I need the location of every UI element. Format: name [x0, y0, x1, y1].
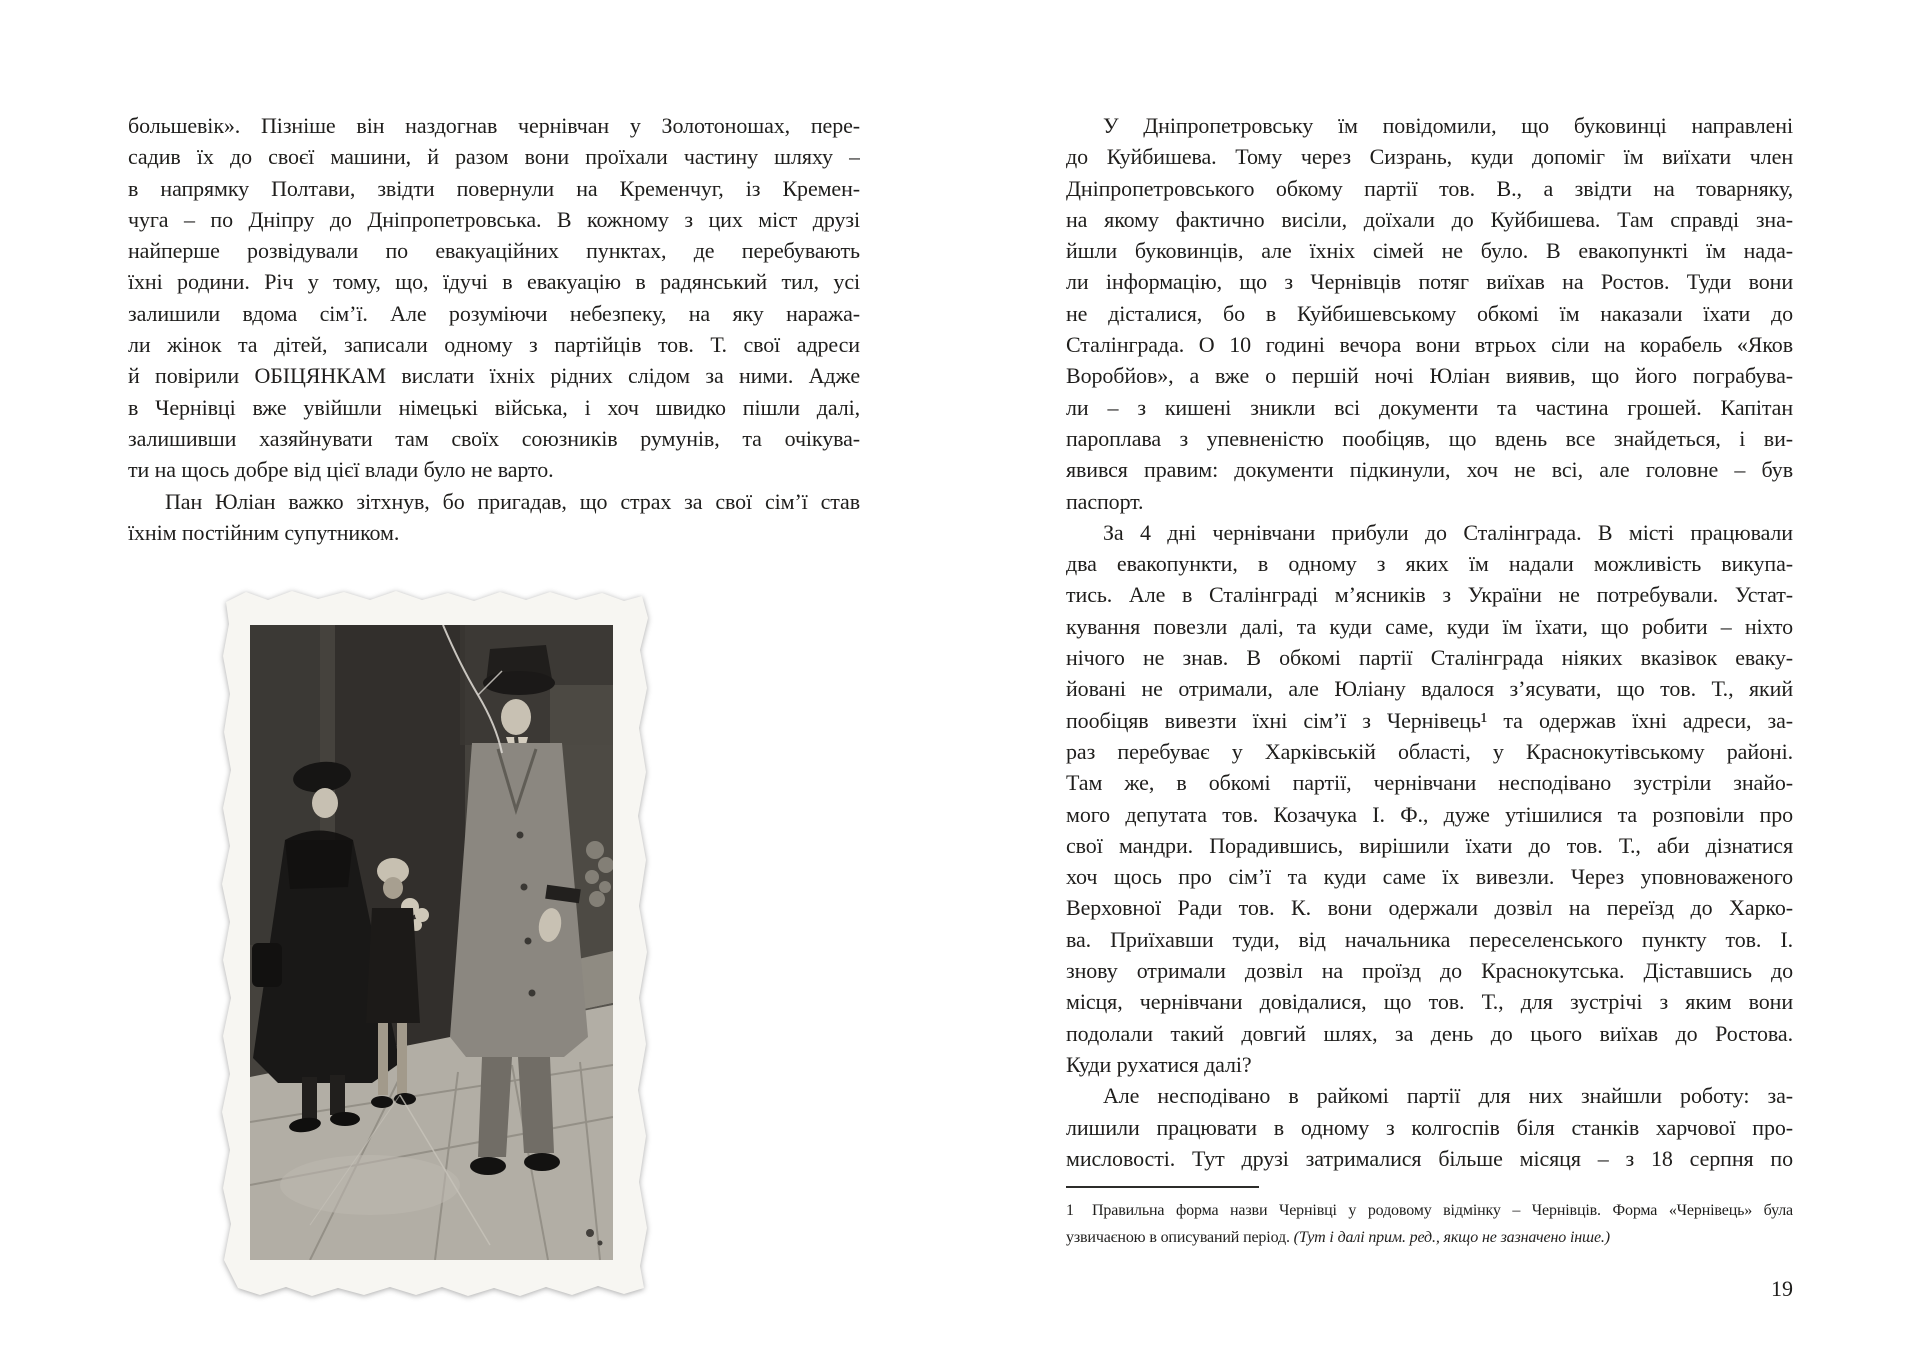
text-line: За 4 дні чернівчани прибули до Сталінграда. В місті працювали: [1103, 519, 1793, 545]
footnote-marker: 1: [1066, 1202, 1074, 1219]
text-line: знову отримали дозвіл на проїзд до Краснокутська. Діставшись до: [1066, 958, 1793, 984]
footnote-text: Правильна форма назви Чернівці у родовому відмінку – Чернівців. Форма «Чернівець» була: [1092, 1202, 1793, 1219]
footnote-line: [1066, 1224, 1793, 1251]
text-line: мого депутата тов. Козачука І. Ф., дуже утішилися та розповіли про: [1066, 801, 1793, 827]
text-line: мисловості. Тут друзі затрималися більше місяця – з 18 серпня по: [1066, 1145, 1793, 1171]
footnote-editor-note: (Тут і далі прим. ред., якщо не зазначено інше.): [1293, 1229, 1610, 1246]
text-line: Куди рухатися далі?: [1066, 1051, 1252, 1077]
text-line: ли – з кишені зникли всі документи та частина грошей. Капітан: [1066, 394, 1793, 420]
text-line: залишивши хазяйнувати там своїх союзників румунів, та очікува-: [128, 425, 860, 451]
text-line: два евакопункти, в одному з яких їм надали можливість викупа-: [1066, 551, 1793, 577]
text-line: Там же, в обкомі партії, чернівчани несподівано зустріли знайо-: [1066, 770, 1793, 796]
page-number: 19: [1771, 1276, 1793, 1301]
body-text-right: [1066, 110, 1793, 1174]
text-line: Але несподівано в райкомі партії для них знайшли роботу: за-: [1103, 1083, 1793, 1109]
text-line: йовані не отримали, але Юліану вдалося з’ясувати, що тов. Т., який: [1066, 676, 1793, 702]
text-line: раз перебуває у Харківській області, у Краснокутівському районі.: [1066, 738, 1793, 764]
text-line: ва. Приїхавши туди, від начальника переселенського пункту тов. І.: [1066, 926, 1793, 952]
text-line: Пан Юліан важко зітхнув, бо пригадав, що страх за свої сім’ї став: [165, 488, 860, 514]
text-line: нічого не знав. В обкомі партії Сталінграда ніяких вказівок еваку-: [1066, 645, 1793, 671]
text-line: свої мандри. Порадившись, вирішили їхати до тов. Т., аби дізнатися: [1066, 832, 1793, 858]
text-line: Верховної Ради тов. К. вони одержали дозвіл на переїзд до Харко-: [1066, 895, 1793, 921]
text-line: пароплава з упевненістю пообіцяв, що вдень все знайдеться, і ви-: [1066, 425, 1793, 451]
text-line: тись. Але в Сталінграді м’ясників з України не потребували. Устат-: [1066, 582, 1793, 608]
text-line: не дісталися, бо в Куйбишевському обкомі їм наказали їхати до: [1066, 300, 1793, 326]
footnote-rule: [1066, 1186, 1259, 1188]
text-line: ти на щось добре від цієї влади було не варто.: [128, 457, 554, 483]
footnote-line: [1066, 1197, 1793, 1224]
text-line: їхні родини. Річ у тому, що, їдучі в евакуацію в радянський тил, усі: [128, 269, 860, 295]
footnote: [1066, 1197, 1793, 1251]
text-line: залишили вдома сім’ї. Але розуміючи небезпеку, на яку наража-: [128, 300, 860, 326]
text-line: йшли буковинців, але їхніх сімей не було. В евакопункті їм нада-: [1066, 238, 1793, 264]
text-line: в Чернівці вже увійшли німецькі війська, і хоч швидко пішли далі,: [128, 394, 860, 420]
text-line: Дніпропетровського обкому партії тов. В., а звідти на товарняку,: [1066, 175, 1793, 201]
text-line: У Дніпропетровську їм повідомили, що буковинці направлені: [1103, 113, 1793, 138]
text-line: на якому фактично висіли, доїхали до Куйбишева. Там справді зна-: [1066, 206, 1793, 232]
family-photo: [220, 588, 648, 1298]
text-line: й повірили ОБІЦЯНКАМ вислати їхніх рідних слідом за ними. Адже: [128, 363, 860, 389]
text-line: Воробйов», а вже о першій ночі Юліан виявив, що його пограбува-: [1066, 363, 1793, 389]
text-line: Сталінграда. О 10 годині вечора вони втрьох сіли на корабель «Яков: [1066, 332, 1793, 358]
footnote-text: узвичаєною в описуваний період.: [1066, 1229, 1294, 1246]
text-line: большевік». Пізніше він наздогнав чернівчан у Золотоношах, пере-: [128, 113, 860, 138]
text-line: найперше розвідували по евакуаційних пунктах, де перебувають: [128, 238, 860, 264]
text-line: подолали такий довгий шлях, за день до цього виїхав до Ростова.: [1066, 1020, 1793, 1046]
text-line: чуга – по Дніпру до Дніпропетровська. В кожному з цих міст друзі: [128, 206, 860, 232]
text-line: пообіцяв вивезти їхні сім’ї з Чернівець¹ та одержав їхні адреси, за-: [1066, 707, 1793, 733]
text-line: явився правим: документи підкинули, хоч не всі, але головне – був: [1066, 457, 1793, 483]
text-line: лишили працювати в одному з колгоспів біля станків харчової про-: [1066, 1114, 1793, 1140]
text-line: в напрямку Полтави, звідти повернули на Кременчуг, із Кремен-: [128, 175, 860, 201]
text-line: паспорт.: [1066, 488, 1144, 514]
text-line: хоч щось про сім’ї та куди саме їх вивезли. Через уповноваженого: [1066, 864, 1793, 890]
text-line: їхнім постійним супутником.: [128, 519, 400, 545]
text-line: місця, чернівчани довідалися, що тов. Т., для зустрічі з яким вони: [1066, 989, 1793, 1015]
text-line: кування повезли далі, та куди саме, куди їм їхати, що робити – ніхто: [1066, 613, 1793, 639]
photo-image: [250, 625, 613, 1260]
text-line: ли жінок та дітей, записали одному з партійців тов. Т. свої адреси: [128, 332, 860, 358]
text-line: ли інформацію, що з Чернівців потяг виїхав на Ростов. Туди вони: [1066, 269, 1793, 295]
text-line: до Куйбишева. Тому через Сизрань, куди допоміг їм виїхати член: [1066, 144, 1793, 170]
body-text-left: [128, 110, 860, 548]
text-line: садив їх до своєї машини, й разом вони проїхали частину шляху –: [128, 144, 860, 170]
